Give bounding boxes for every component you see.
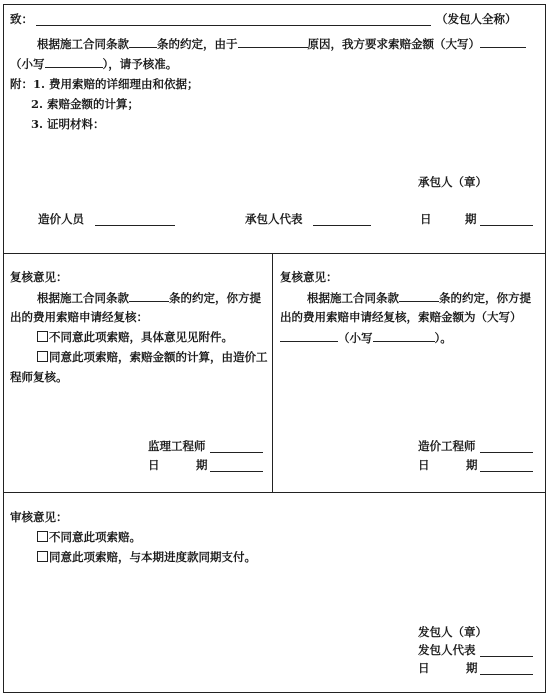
review-right-p1-b: 条的约定，你方提 <box>439 291 531 305</box>
review-right-p1-a: 根据施工合同条款 <box>307 291 399 305</box>
claim-line-2 <box>10 56 177 71</box>
claim-line-1 <box>37 36 526 51</box>
attachment-3: 3. 证明材料： <box>31 117 105 131</box>
cost-engineer-label: 造价工程师 <box>418 439 476 453</box>
claim-line-2-a: （小写 <box>10 57 45 71</box>
recipient-hint: （发包人全称） <box>436 12 517 26</box>
review-left-line-2: 出的费用索赔申请经复核： <box>10 310 148 324</box>
approval-opt1-text: 不同意此项索赔。 <box>49 530 141 544</box>
review-left-opt1-text: 不同意此项索赔，具体意见见附件。 <box>49 330 233 344</box>
review-right-p2-b: ）。 <box>434 331 452 345</box>
review-right-clause-blank[interactable] <box>399 290 439 302</box>
review-left-opt2-text: 同意此项索赔，索赔金额的计算，由造价工 <box>49 350 268 364</box>
column-divider <box>272 253 273 492</box>
cost-person-label: 造价人员 <box>38 212 84 226</box>
review-left-option-2-cont: 程师复核。 <box>10 370 68 384</box>
contractor-seal: 承包人（章） <box>418 175 487 189</box>
review-left-line-1 <box>37 290 261 305</box>
approval-opt2-text: 同意此项索赔，与本期进度款同期支付。 <box>49 550 256 564</box>
approval-option-2 <box>37 550 256 564</box>
review-right-figures-blank[interactable] <box>373 330 435 342</box>
review-left-clause-blank[interactable] <box>129 290 169 302</box>
review-left-p1-a: 根据施工合同条款 <box>37 291 129 305</box>
approval-date-a: 日 <box>418 661 430 675</box>
supervisor-blank[interactable] <box>210 441 263 453</box>
approval-date-b: 期 <box>466 661 478 675</box>
contractor-rep-blank[interactable] <box>313 214 371 226</box>
review-right-date-blank[interactable] <box>480 460 533 472</box>
top-date-label-b: 期 <box>465 212 477 226</box>
claim-line-1-a: 根据施工合同条款 <box>37 37 129 51</box>
claim-line-1-b: 条的约定，由于 <box>157 37 238 51</box>
amount-words-blank[interactable] <box>480 36 526 48</box>
review-left-title: 复核意见： <box>10 270 68 284</box>
approval-approve-checkbox[interactable] <box>37 551 48 562</box>
top-date-label-a: 日 <box>420 212 432 226</box>
recipient-blank[interactable] <box>36 14 431 26</box>
review-left-option-2 <box>37 350 268 364</box>
attachment-2: 2. 索赔金额的计算； <box>31 97 140 111</box>
review-right-line-3 <box>280 330 452 345</box>
top-date-blank[interactable] <box>480 214 533 226</box>
review-right-line-1 <box>307 290 531 305</box>
review-left-date-a: 日 <box>148 458 160 472</box>
review-right-date-b: 期 <box>466 458 478 472</box>
review-left-option-1 <box>37 330 233 344</box>
attachment-1: 附：1. 费用索赔的详细理由和依据； <box>10 77 199 91</box>
section-divider-bottom <box>3 492 546 493</box>
owner-rep-blank[interactable] <box>480 645 533 657</box>
approval-title: 审核意见： <box>10 510 68 524</box>
reason-blank[interactable] <box>238 36 308 48</box>
approve-checkbox[interactable] <box>37 351 48 362</box>
owner-seal: 发包人（章） <box>418 625 487 639</box>
review-left-p1-b: 条的约定，你方提 <box>169 291 261 305</box>
review-right-p2-a: （小写 <box>338 331 373 345</box>
review-right-words-blank[interactable] <box>280 330 338 342</box>
cost-person-blank[interactable] <box>95 214 175 226</box>
reject-checkbox[interactable] <box>37 331 48 342</box>
review-right-title: 复核意见： <box>280 270 338 284</box>
claim-line-1-c: 原因，我方要求索赔金额（大写） <box>307 37 480 51</box>
approval-reject-checkbox[interactable] <box>37 531 48 542</box>
claim-line-2-b: ），请予核准。 <box>102 57 178 71</box>
review-right-line-2: 出的费用索赔申请经复核，索赔金额为（大写） <box>280 310 522 324</box>
review-right-date-a: 日 <box>418 458 430 472</box>
contractor-rep-label: 承包人代表 <box>245 212 303 226</box>
approval-date-blank[interactable] <box>480 663 533 675</box>
amount-figures-blank[interactable] <box>45 56 103 68</box>
approval-option-1 <box>37 530 141 544</box>
review-left-date-b: 期 <box>196 458 208 472</box>
supervisor-label: 监理工程师 <box>148 439 206 453</box>
section-divider-top <box>3 253 546 254</box>
clause-blank[interactable] <box>129 36 157 48</box>
review-left-date-blank[interactable] <box>210 460 263 472</box>
owner-rep-label: 发包人代表 <box>418 643 476 657</box>
to-label: 致： <box>10 12 33 26</box>
cost-engineer-blank[interactable] <box>480 441 533 453</box>
